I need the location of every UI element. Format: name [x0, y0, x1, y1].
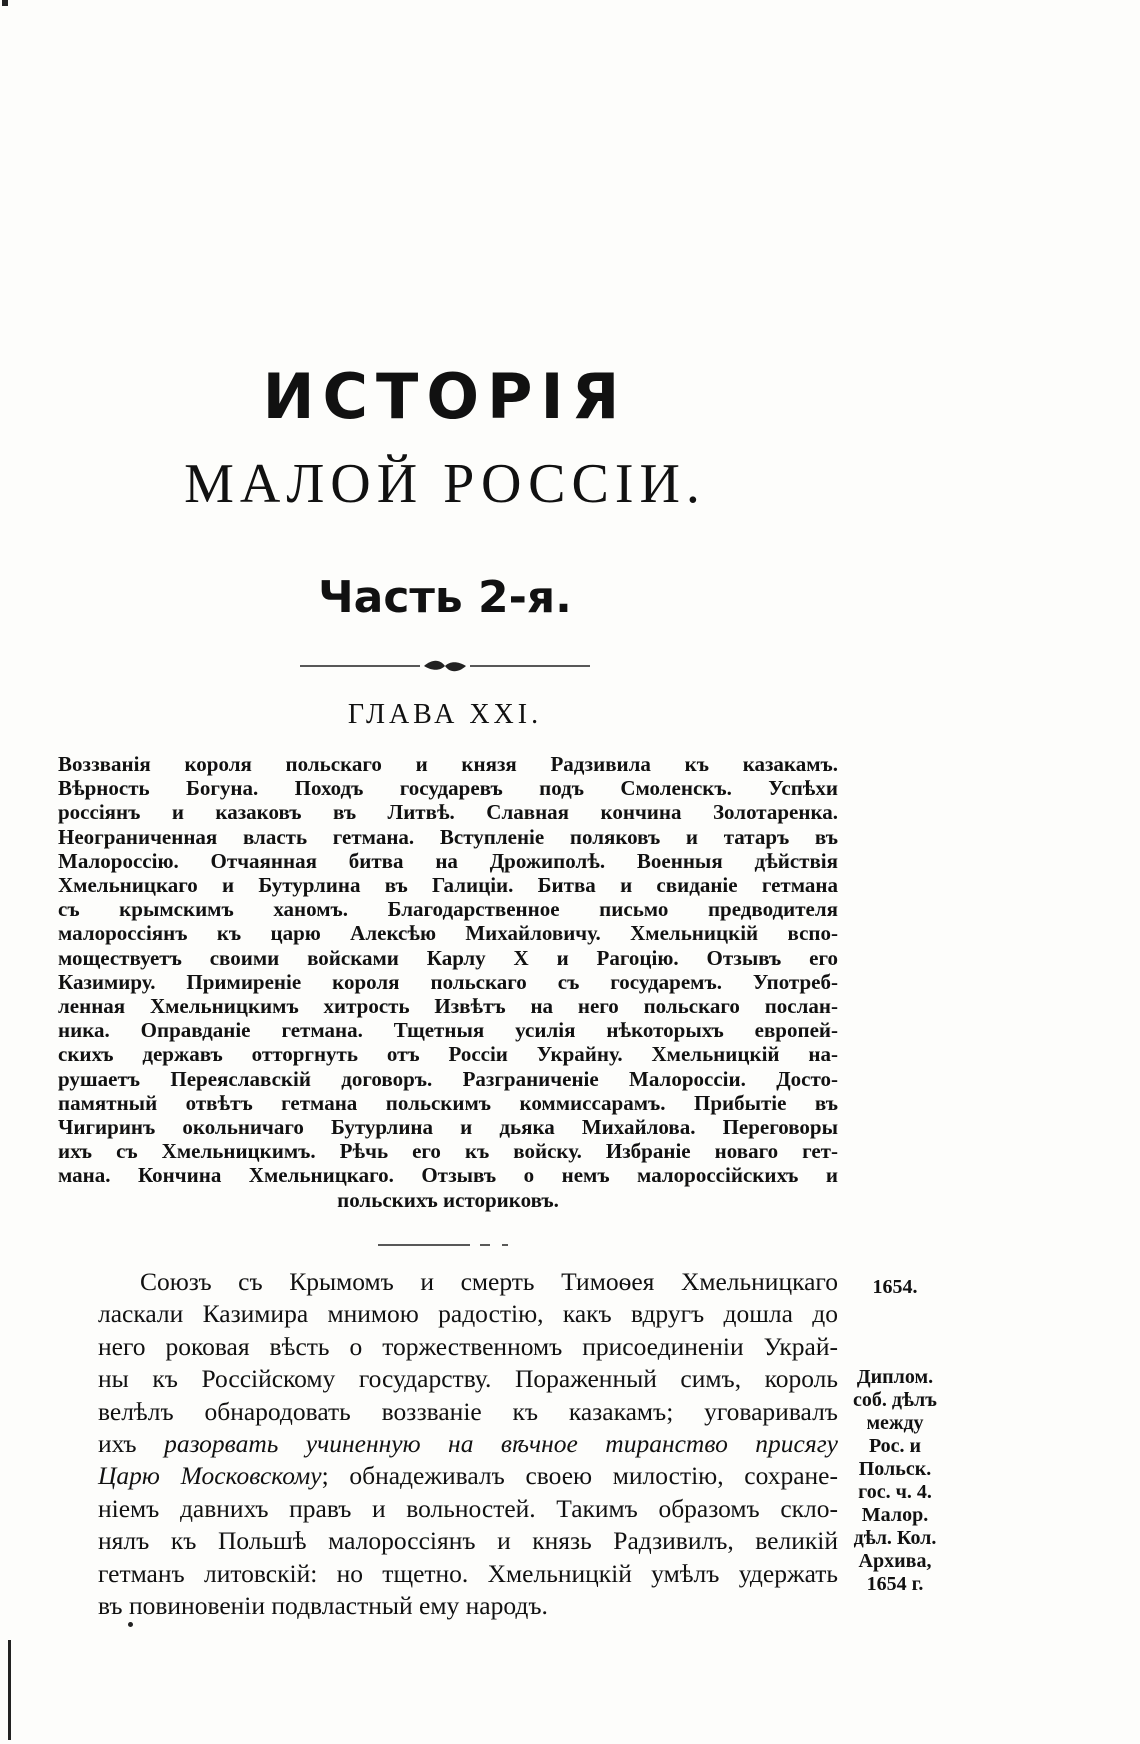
body-line	[98, 1428, 838, 1460]
margin-source-line: между	[866, 1412, 924, 1434]
body-line	[98, 1266, 838, 1298]
summary-line: малороссіянъ къ царю Алексѣю Михайловичу. Хмельницкій вспо-	[58, 921, 838, 946]
margin-source-line: дѣл. Кол.	[853, 1527, 937, 1549]
body-text-run: ніемъ давнихъ правъ и вольностей. Такимъ образомъ скло-	[98, 1493, 838, 1523]
margin-source-line: гос. ч. 4.	[858, 1481, 932, 1503]
summary-line: ленная Хмельницкимъ хитрость Извѣтъ на него польскаго послан-	[58, 994, 838, 1019]
summary-line: Вѣрность Богуна. Походъ государевъ подъ Смоленскъ. Успѣхи	[58, 776, 838, 801]
chapter-heading: ГЛАВА XXI.	[347, 699, 543, 730]
book-title: ИСТОРІЯ	[262, 360, 628, 433]
summary-line: моществуетъ своими войсками Карлу X и Рагоцію. Отзывъ его	[58, 945, 838, 970]
body-text-run: Союзъ съ Крымомъ и смерть Тимоѳея Хмельницкаго	[140, 1267, 838, 1296]
scan-mark	[128, 1622, 133, 1627]
summary-line: ихъ съ Хмельницкимъ. Рѣчь его къ войску. Избраніе новаго гет-	[58, 1139, 838, 1164]
summary-line: скихъ державъ отторгнуть отъ Россіи Украйну. Хмельницкій на-	[58, 1042, 838, 1067]
body-text-run: велѣлъ обнародовать воззваніе къ казакамъ; уговаривалъ	[98, 1396, 838, 1426]
body-line	[98, 1396, 838, 1428]
summary-line: Чигиринъ окольничаго Бутурлина и дьяка Михайлова. Переговоры	[58, 1115, 838, 1140]
margin-source-line: Диплом.	[856, 1366, 934, 1388]
body-text-run: гетманъ литовскій: но тщетно. Хмельницкій умѣлъ удержать	[98, 1558, 838, 1588]
section-divider	[378, 1242, 518, 1248]
body-text-run: ; обнадеживалъ своею милостію, сохране-	[321, 1461, 838, 1491]
body-line	[98, 1331, 838, 1363]
summary-line: Казимиру. Примиреніе короля польскаго съ государемъ. Употреб-	[58, 969, 838, 994]
margin-source-line: Малор.	[861, 1504, 929, 1526]
book-subtitle: МАЛОЙ РОССІИ.	[184, 453, 706, 515]
summary-line: Хмельницкаго и Бутурлина въ Галиціи. Битва и свиданіе гетмана	[58, 873, 838, 898]
body-text-run: нялъ къ Польшѣ малороссіянъ и князь Радзивилъ, великій	[98, 1526, 838, 1556]
margin-source-line: Рос. и	[868, 1435, 922, 1457]
summary-line: Малороссію. Отчаянная битва на Дрожиполѣ. Военныя дѣйствія	[58, 848, 838, 873]
body-line	[98, 1363, 838, 1395]
part-heading: Часть 2-я.	[318, 572, 572, 623]
italic-quote: разорвать учиненную на вѣчное тиранство присягу	[164, 1429, 838, 1459]
margin-year: 1654.	[872, 1276, 918, 1298]
body-line	[98, 1558, 838, 1590]
summary-line: рушаетъ Переяславскій договоръ. Разграниченіе Малороссіи. Досто-	[58, 1066, 838, 1091]
body-text-run: ихъ	[98, 1429, 165, 1459]
summary-line: россіянъ и казаковъ въ Литвѣ. Славная кончина Золотаренка.	[58, 800, 838, 825]
body-text-run: ласкали Казимира мнимою радостію, какъ вдругъ дошла до	[98, 1299, 838, 1329]
summary-line: польскихъ историковъ.	[337, 1187, 559, 1212]
scan-mark	[2, 0, 8, 6]
margin-source-line: Архива,	[858, 1550, 932, 1572]
body-line	[98, 1493, 838, 1525]
margin-source-line: Польск.	[858, 1458, 932, 1480]
body-text-run: него роковая вѣсть о торжественномъ присоединеніи Украй-	[98, 1331, 838, 1361]
scan-mark	[8, 1640, 11, 1740]
body-line	[98, 1298, 838, 1330]
summary-line: съ крымскимъ ханомъ. Благодарственное письмо предводителя	[58, 897, 838, 922]
chapter-summary	[58, 752, 838, 1212]
margin-source-note	[840, 1366, 950, 1596]
body-line	[98, 1590, 838, 1622]
body-text-run: въ повиновеніи подвластный ему народъ.	[98, 1591, 548, 1621]
summary-line: мана. Кончина Хмельницкаго. Отзывъ о немъ малороссійскихъ и	[58, 1163, 838, 1188]
margin-source-line: 1654 г.	[866, 1573, 924, 1595]
body-line	[98, 1460, 838, 1492]
summary-line: памятный отвѣтъ гетмана польскимъ коммиссарамъ. Прибытіе въ	[58, 1090, 838, 1115]
margin-source-line: соб. дѣлъ	[853, 1389, 937, 1411]
summary-line: Воззванія короля польскаго и князя Радзивила къ казакамъ.	[58, 752, 838, 776]
summary-line: ника. Оправданіе гетмана. Тщетныя усилія нѣкоторыхъ европей-	[58, 1018, 838, 1043]
italic-quote: Царю Московскому	[98, 1461, 322, 1491]
ornament-divider	[300, 656, 590, 676]
summary-line: Неограниченная власть гетмана. Вступленіе поляковъ и татаръ въ	[58, 824, 838, 849]
body-text-run: ны къ Россійскому государству. Пораженный симъ, король	[98, 1364, 838, 1394]
body-line	[98, 1525, 838, 1557]
body-paragraph	[98, 1266, 838, 1622]
